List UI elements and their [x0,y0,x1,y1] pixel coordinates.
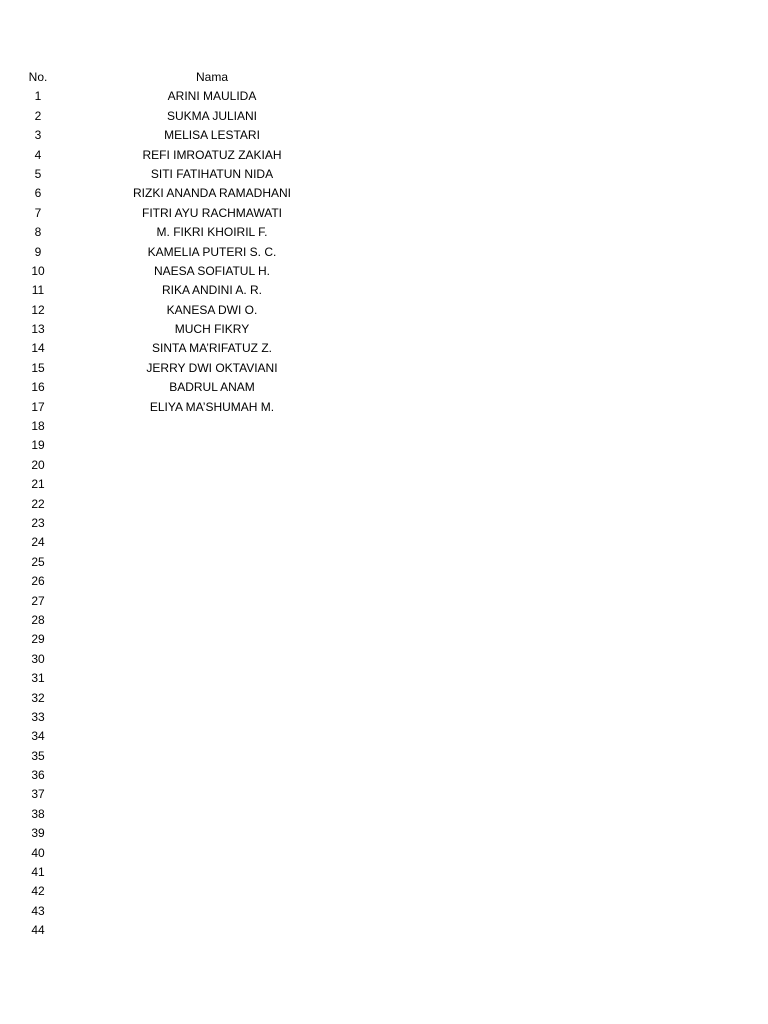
row-number: 13 [31,322,45,337]
table-row [0,456,768,475]
row-number: 10 [31,263,45,278]
table-row [0,146,768,165]
row-number: 41 [31,865,45,880]
row-number: 7 [34,205,42,220]
table-row [0,223,768,242]
row-number: 43 [31,903,45,918]
table-row [0,921,768,940]
table-row [0,243,768,262]
row-number: 15 [31,360,45,375]
table-row [0,669,768,688]
row-number: 25 [31,554,45,569]
table-row [0,824,768,843]
table-row [0,630,768,649]
table-row [0,882,768,901]
row-name: SINTA MA’RIFATUZ Z. [152,341,272,356]
row-name: RIZKI ANANDA RAMADHANI [132,186,292,201]
row-name: MUCH FIKRY [174,322,250,337]
row-name: REFI IMROATUZ ZAKIAH [142,147,282,162]
table-row [0,553,768,572]
table-row [0,184,768,203]
row-number: 9 [34,244,42,259]
table-row [0,359,768,378]
table-row [0,689,768,708]
table-row [0,708,768,727]
table-row [0,339,768,358]
table-row [0,436,768,455]
name-list-table [0,68,768,941]
table-row [0,87,768,106]
table-row [0,592,768,611]
header-nama: Nama [195,70,228,84]
row-name: RIKA ANDINI A. R. [161,283,263,298]
row-number: 12 [31,302,45,317]
row-number: 19 [31,438,45,453]
table-row [0,495,768,514]
row-number: 16 [31,380,45,395]
row-number: 14 [31,341,45,356]
row-number: 22 [31,496,45,511]
row-number: 17 [31,399,45,414]
table-row [0,805,768,824]
row-name: BADRUL ANAM [169,380,255,395]
table-row [0,572,768,591]
row-number: 36 [31,768,45,783]
table-row [0,107,768,126]
row-number: 20 [31,457,45,472]
table-row [0,902,768,921]
row-number: 40 [31,845,45,860]
table-row [0,262,768,281]
table-row [0,863,768,882]
row-name: SUKMA JULIANI [166,108,258,123]
row-name: NAESA SOFIATUL H. [153,263,271,278]
row-number: 21 [31,477,45,492]
row-number: 1 [34,89,42,104]
row-number: 18 [31,419,45,434]
row-number: 8 [34,225,42,240]
row-number: 31 [31,671,45,686]
table-header-row [0,68,768,87]
row-number: 39 [31,826,45,841]
row-name: FITRI AYU RACHMAWATI [142,205,282,220]
row-number: 5 [34,166,42,181]
table-row [0,417,768,436]
row-name: MELISA LESTARI [164,128,260,143]
row-number: 3 [34,128,42,143]
row-name: JERRY DWI OKTAVIANI [146,360,278,375]
row-number: 28 [31,612,45,627]
row-name: KAMELIA PUTERI S. C. [147,244,277,259]
row-number: 27 [31,593,45,608]
header-no: No. [28,70,48,84]
table-row [0,766,768,785]
table-row [0,320,768,339]
row-name: KANESA DWI O. [166,302,258,317]
table-body [0,87,768,940]
row-number: 30 [31,651,45,666]
row-number: 32 [31,690,45,705]
row-number: 34 [31,729,45,744]
table-row [0,126,768,145]
table-row [0,301,768,320]
table-row [0,475,768,494]
table-row [0,611,768,630]
table-row [0,165,768,184]
table-row [0,785,768,804]
table-row [0,650,768,669]
row-number: 44 [31,923,45,938]
row-number: 24 [31,535,45,550]
row-number: 33 [31,709,45,724]
row-number: 6 [34,186,42,201]
row-number: 11 [31,283,45,298]
row-number: 26 [31,574,45,589]
row-number: 37 [31,787,45,802]
table-row [0,378,768,397]
table-row [0,204,768,223]
row-number: 23 [31,515,45,530]
table-row [0,727,768,746]
row-number: 35 [31,748,45,763]
row-name: ARINI MAULIDA [167,89,257,104]
table-row [0,533,768,552]
row-number: 29 [31,632,45,647]
row-number: 2 [34,108,42,123]
table-row [0,514,768,533]
table-row [0,398,768,417]
row-name: ELIYA MA’SHUMAH M. [149,399,275,414]
table-row [0,281,768,300]
row-number: 4 [34,147,42,162]
table-row [0,747,768,766]
row-name: SITI FATIHATUN NIDA [150,166,274,181]
row-number: 42 [31,884,45,899]
row-number: 38 [31,806,45,821]
table-row [0,844,768,863]
row-name: M. FIKRI KHOIRIL F. [156,225,268,240]
